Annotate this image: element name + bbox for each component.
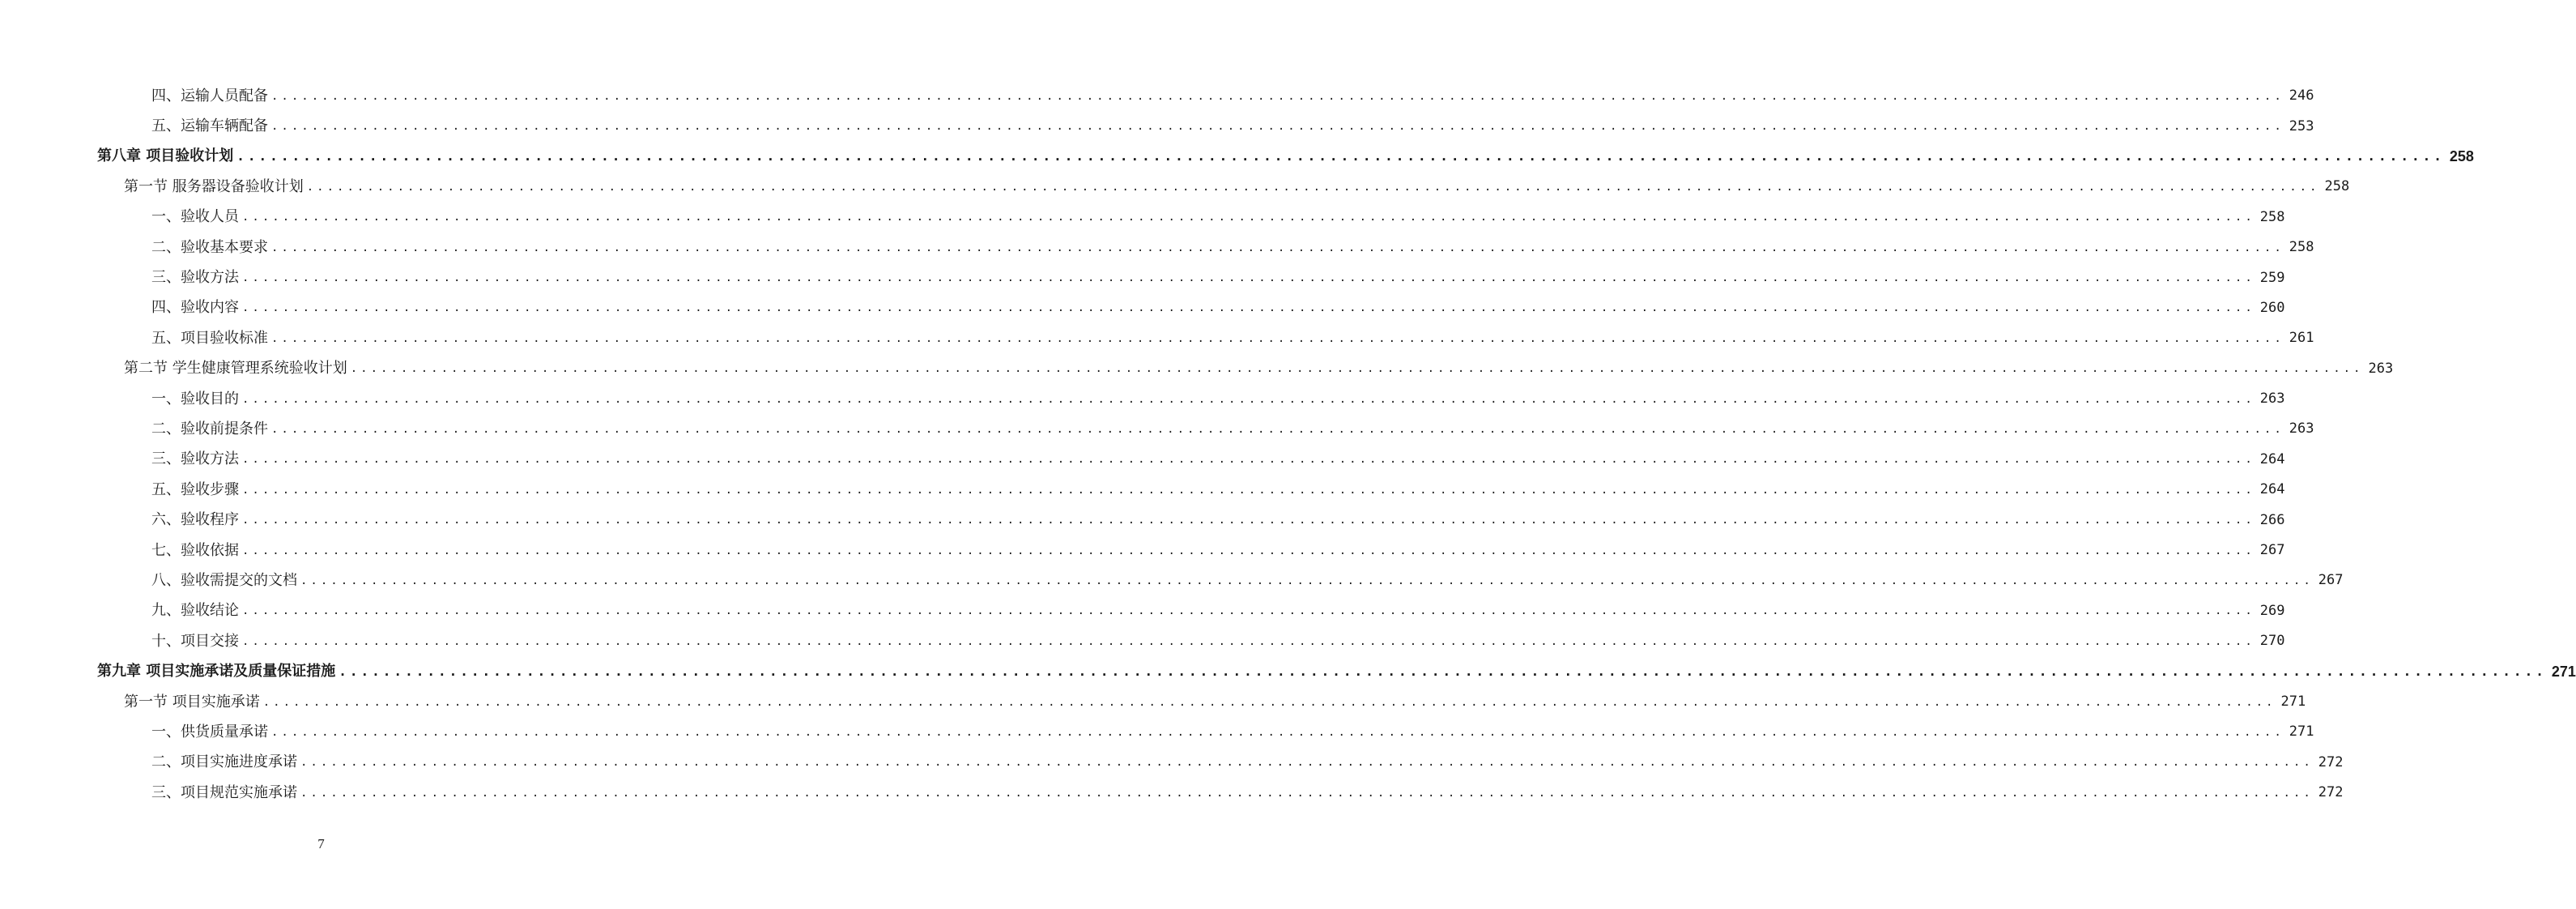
toc-entry-page: 264 <box>2259 450 2285 467</box>
toc-item-entry[interactable] <box>0 626 2285 656</box>
toc-entry-page: 272 <box>2318 753 2344 770</box>
toc-entry-page: 263 <box>2368 360 2394 377</box>
toc-entry-page: 264 <box>2259 481 2285 498</box>
toc-dot-leader: ........................................................................................................................................................................................................ <box>242 544 2255 557</box>
toc-entry-page: 271 <box>2551 664 2576 681</box>
toc-dot-leader: ........................................................................................................................................................................................................ <box>242 392 2255 406</box>
toc-dot-leader: ........................................................................................................................................................................................................ <box>300 574 2314 587</box>
toc-entry-title: 八、验收需提交的文档 <box>151 571 297 589</box>
toc-item-entry[interactable] <box>0 203 2285 233</box>
toc-entry-title: 六、验收程序 <box>151 511 239 529</box>
toc-item-entry[interactable] <box>0 596 2285 626</box>
toc-dot-leader: ........................................................................................................................................................................................................ <box>306 180 2320 194</box>
toc-entry-page: 263 <box>2289 420 2314 437</box>
toc-entry-page: 261 <box>2289 330 2314 347</box>
toc-dot-leader: ........................................................................................................................................................................................................ <box>300 756 2314 770</box>
toc-entry-page: 259 <box>2259 269 2285 286</box>
toc-item-entry[interactable] <box>0 565 2344 595</box>
toc-entry-title: 三、验收方法 <box>151 450 239 468</box>
toc-entry-title: 三、验收方法 <box>151 269 239 287</box>
toc-entry-page: 270 <box>2259 633 2285 650</box>
toc-item-entry[interactable] <box>0 81 2314 111</box>
toc-dot-leader: ........................................................................................................................................................................................................ <box>242 514 2255 527</box>
toc-entry-title: 四、运输人员配备 <box>151 87 268 105</box>
toc-item-entry[interactable] <box>0 505 2285 535</box>
toc-item-entry[interactable] <box>0 262 2285 292</box>
toc-entry-title: 第一节 项目实施承诺 <box>124 693 260 711</box>
toc-item-entry[interactable] <box>0 293 2285 323</box>
toc-entry-page: 258 <box>2324 178 2350 195</box>
toc-item-entry[interactable] <box>0 748 2344 778</box>
toc-dot-leader: ........................................................................................................................................................................................................ <box>242 634 2255 648</box>
toc-entry-title: 第二节 学生健康管理系统验收计划 <box>124 360 347 378</box>
toc-dot-leader: ........................................................................................................................................................................................................ <box>242 483 2255 497</box>
toc-dot-leader: ........................................................................................................................................................................................................ <box>338 664 2547 680</box>
toc-item-entry[interactable] <box>0 475 2285 505</box>
toc-dot-leader: ........................................................................................................................................................................................................ <box>271 331 2284 345</box>
toc-entry-title: 一、验收人员 <box>151 208 239 226</box>
toc-entry-page: 253 <box>2289 117 2314 134</box>
toc-entry-title: 七、验收依据 <box>151 541 239 559</box>
toc-entry-title: 三、项目规范实施承诺 <box>151 783 297 801</box>
toc-item-entry[interactable] <box>0 414 2314 444</box>
toc-entry-title: 第九章 项目实施承诺及质量保证措施 <box>97 663 336 681</box>
table-of-contents <box>0 81 2576 808</box>
toc-dot-leader: ........................................................................................................................................................................................................ <box>242 604 2255 618</box>
toc-entry-title: 九、验收结论 <box>151 602 239 620</box>
toc-entry-page: 266 <box>2259 511 2285 528</box>
toc-dot-leader: ........................................................................................................................................................................................................ <box>300 786 2314 800</box>
toc-entry-title: 四、验收内容 <box>151 299 239 317</box>
toc-dot-leader: ........................................................................................................................................................................................................ <box>242 301 2255 315</box>
toc-dot-leader: ........................................................................................................................................................................................................ <box>271 725 2284 739</box>
toc-item-entry[interactable] <box>0 536 2285 565</box>
toc-entry-title: 二、验收基本要求 <box>151 238 268 256</box>
toc-chapter-entry[interactable] <box>0 142 2474 172</box>
toc-entry-title: 十、项目交接 <box>151 632 239 650</box>
toc-entry-page: 258 <box>2259 208 2285 225</box>
toc-entry-page: 271 <box>2289 723 2314 740</box>
toc-entry-page: 258 <box>2289 239 2314 256</box>
toc-dot-leader: ........................................................................................................................................................................................................ <box>271 422 2284 436</box>
toc-entry-title: 第八章 项目验收计划 <box>97 147 234 165</box>
toc-section-entry[interactable] <box>0 354 2394 384</box>
toc-dot-leader: ........................................................................................................................................................................................................ <box>271 120 2284 134</box>
toc-section-entry[interactable] <box>0 687 2306 717</box>
toc-entry-page: 271 <box>2280 693 2306 710</box>
toc-dot-leader: ........................................................................................................................................................................................................ <box>236 148 2445 164</box>
toc-item-entry[interactable] <box>0 778 2344 808</box>
toc-section-entry[interactable] <box>0 172 2350 202</box>
toc-entry-title: 五、项目验收标准 <box>151 329 268 347</box>
toc-entry-title: 五、验收步骤 <box>151 480 239 498</box>
toc-dot-leader: ........................................................................................................................................................................................................ <box>242 271 2255 285</box>
toc-entry-page: 246 <box>2289 87 2314 105</box>
toc-entry-page: 269 <box>2259 602 2285 619</box>
toc-entry-title: 二、验收前提条件 <box>151 420 268 437</box>
toc-dot-leader: ........................................................................................................................................................................................................ <box>242 453 2255 467</box>
toc-item-entry[interactable] <box>0 233 2314 262</box>
toc-entry-page: 260 <box>2259 299 2285 316</box>
page-number: 7 <box>317 836 325 851</box>
toc-entry-title: 第一节 服务器设备验收计划 <box>124 177 304 195</box>
toc-item-entry[interactable] <box>0 384 2285 414</box>
toc-dot-leader: ........................................................................................................................................................................................................ <box>262 695 2276 709</box>
toc-dot-leader: ........................................................................................................................................................................................................ <box>271 241 2284 254</box>
toc-entry-page: 272 <box>2318 784 2344 801</box>
toc-dot-leader: ........................................................................................................................................................................................................ <box>350 362 2364 376</box>
toc-entry-title: 一、供货质量承诺 <box>151 723 268 740</box>
toc-entry-title: 一、验收目的 <box>151 390 239 408</box>
toc-dot-leader: ........................................................................................................................................................................................................ <box>271 89 2284 103</box>
toc-item-entry[interactable] <box>0 717 2314 747</box>
toc-entry-title: 五、运输车辆配备 <box>151 117 268 135</box>
toc-dot-leader: ........................................................................................................................................................................................................ <box>242 211 2255 224</box>
toc-entry-page: 263 <box>2259 390 2285 408</box>
toc-entry-title: 二、项目实施进度承诺 <box>151 753 297 771</box>
toc-item-entry[interactable] <box>0 445 2285 475</box>
toc-chapter-entry[interactable] <box>0 656 2576 686</box>
toc-entry-page: 267 <box>2259 542 2285 559</box>
toc-entry-page: 267 <box>2318 572 2344 589</box>
toc-item-entry[interactable] <box>0 111 2314 141</box>
toc-item-entry[interactable] <box>0 323 2314 353</box>
toc-entry-page: 258 <box>2449 148 2474 165</box>
